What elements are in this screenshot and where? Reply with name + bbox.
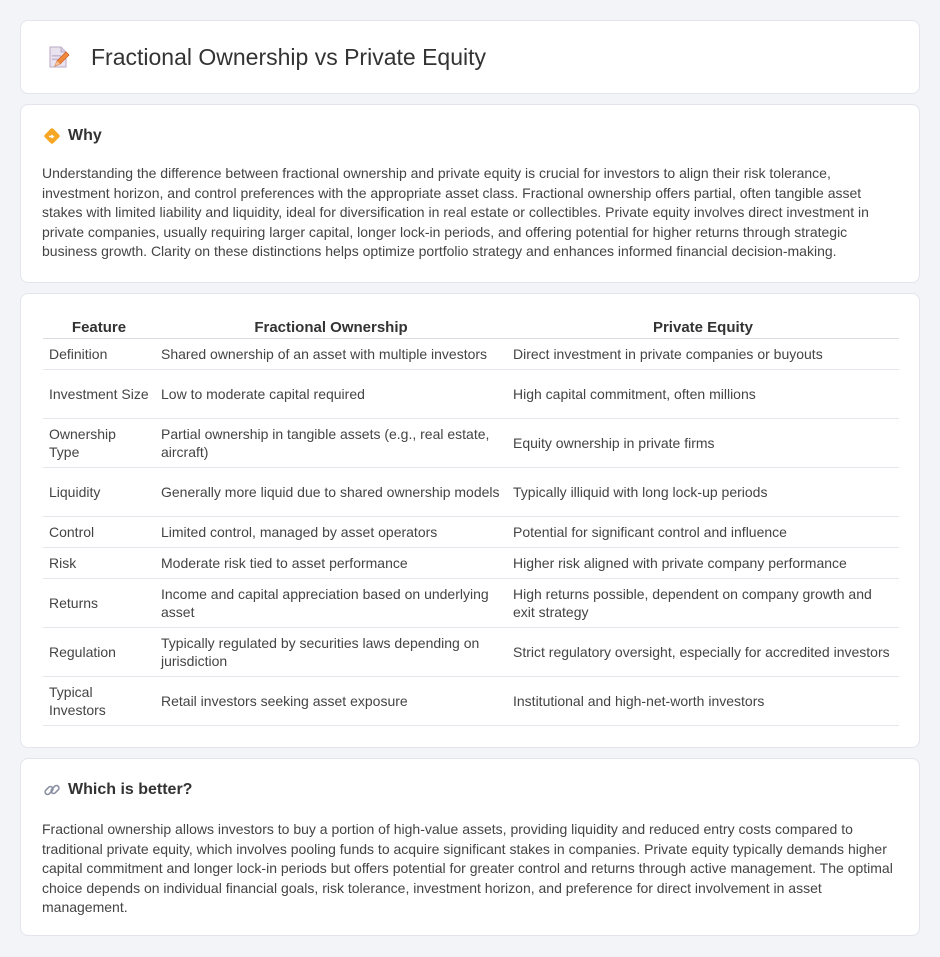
private-cell: Potential for significant control and influence (507, 516, 899, 547)
why-heading-row (43, 127, 102, 145)
feature-cell: Investment Size (43, 369, 155, 418)
table-row (43, 627, 899, 676)
table-row (43, 676, 899, 725)
why-section (20, 104, 920, 283)
comparison-table-card (20, 293, 920, 748)
fractional-cell: Typically regulated by securities laws depending on jurisdiction (155, 627, 507, 676)
comparison-table (43, 316, 899, 726)
better-heading-row (43, 781, 192, 799)
table-row (43, 578, 899, 627)
private-cell: Direct investment in private companies or buyouts (507, 338, 899, 369)
private-cell: Higher risk aligned with private company performance (507, 547, 899, 578)
fractional-cell: Partial ownership in tangible assets (e.g., real estate, aircraft) (155, 418, 507, 467)
feature-cell: Control (43, 516, 155, 547)
private-cell: Institutional and high-net-worth investors (507, 676, 899, 725)
table-row (43, 369, 899, 418)
table-header-row (43, 316, 899, 338)
feature-cell: Liquidity (43, 467, 155, 516)
feature-cell: Risk (43, 547, 155, 578)
document-pencil-icon (45, 44, 71, 70)
better-text: Fractional ownership allows investors to buy a portion of high-value assets, providing liquidity and reduced entry costs compared to traditional private equity, which involves pooling funds to acquire significant stakes in companies. Private equity typically demands higher capital commitment and longer lock-in periods but offers potential for greater control and returns through active management. The optimal choice depends on individual financial goals, risk tolerance, investment horizon, and preference for direct involvement in asset management. (42, 821, 893, 916)
header-private: Private Equity (507, 316, 899, 338)
table-row (43, 547, 899, 578)
title-card (20, 20, 920, 94)
private-cell: High capital commitment, often millions (507, 369, 899, 418)
link-icon (43, 781, 61, 799)
fractional-cell: Generally more liquid due to shared ownership models (155, 467, 507, 516)
fractional-cell: Retail investors seeking asset exposure (155, 676, 507, 725)
why-heading: Why (68, 127, 102, 144)
fractional-cell: Moderate risk tied to asset performance (155, 547, 507, 578)
fractional-cell: Limited control, managed by asset operators (155, 516, 507, 547)
table-row (43, 338, 899, 369)
better-heading: Which is better? (68, 781, 193, 798)
private-cell: Equity ownership in private firms (507, 418, 899, 467)
feature-cell: Regulation (43, 627, 155, 676)
feature-cell: Definition (43, 338, 155, 369)
table-row (43, 418, 899, 467)
table-row (43, 516, 899, 547)
feature-cell: Ownership Type (43, 418, 155, 467)
why-text: Understanding the difference between fractional ownership and private equity is crucial for investors to align their risk tolerance, investment horizon, and control preferences with the appropriate asset class. Fractional ownership offers partial, often tangible asset stakes with limited liability and liquidity, ideal for diversification in real estate or collectibles. Private equity involves direct investment in private companies, usually requiring larger capital, longer lock-in periods, and offering potential for higher returns through strategic business growth. Clarity on these distinctions helps optimize portfolio strategy and enhances informed financial decision-making. (42, 165, 869, 260)
page-title: Fractional Ownership vs Private Equity (91, 43, 486, 70)
fractional-cell: Income and capital appreciation based on underlying asset (155, 578, 507, 627)
private-cell: Strict regulatory oversight, especially for accredited investors (507, 627, 899, 676)
diamond-arrows-icon (43, 127, 61, 145)
header-fractional: Fractional Ownership (155, 316, 507, 338)
which-is-better-section (20, 758, 920, 936)
private-cell: High returns possible, dependent on company growth and exit strategy (507, 578, 899, 627)
table-row (43, 467, 899, 516)
fractional-cell: Low to moderate capital required (155, 369, 507, 418)
fractional-cell: Shared ownership of an asset with multiple investors (155, 338, 507, 369)
private-cell: Typically illiquid with long lock-up periods (507, 467, 899, 516)
feature-cell: Returns (43, 578, 155, 627)
header-feature: Feature (43, 316, 155, 338)
feature-cell: Typical Investors (43, 676, 155, 725)
